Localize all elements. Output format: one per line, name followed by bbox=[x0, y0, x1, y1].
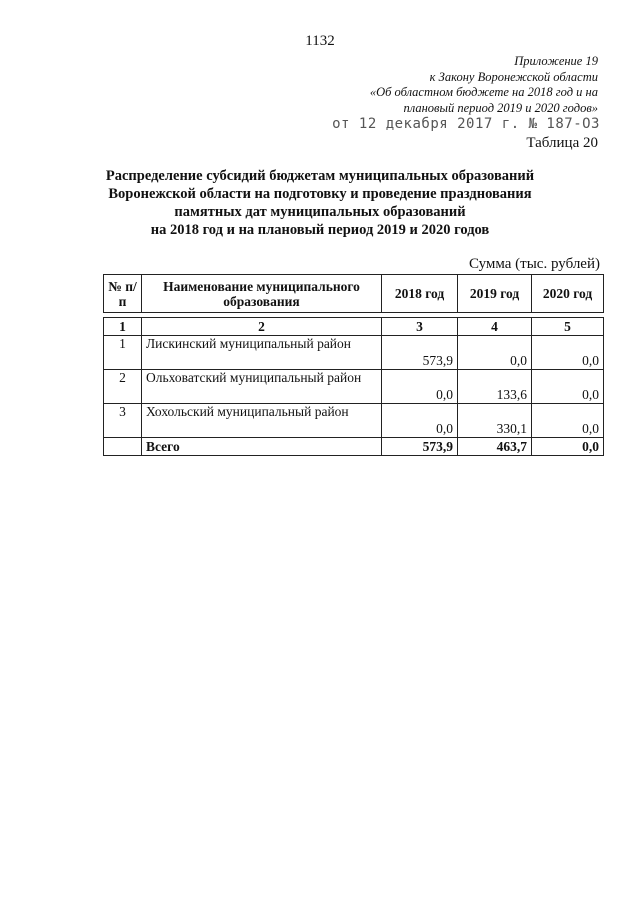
value-2020: 0,0 bbox=[532, 404, 604, 438]
total-2020: 0,0 bbox=[532, 438, 604, 456]
value-2019: 133,6 bbox=[458, 370, 532, 404]
appendix-line: плановый период 2019 и 2020 годов» bbox=[403, 100, 598, 115]
value-2018: 0,0 bbox=[382, 370, 458, 404]
header-2018: 2018 год bbox=[382, 275, 458, 313]
header-name: Наименование муниципального образования bbox=[142, 275, 382, 313]
municipality-name: Лискинский муниципальный район bbox=[142, 336, 382, 370]
total-2018: 573,9 bbox=[382, 438, 458, 456]
column-number: 2 bbox=[142, 318, 382, 336]
total-empty-cell bbox=[104, 438, 142, 456]
column-number-row bbox=[104, 318, 604, 336]
row-number: 3 bbox=[104, 404, 142, 438]
column-number: 5 bbox=[532, 318, 604, 336]
value-2018: 573,9 bbox=[382, 336, 458, 370]
appendix-line: к Закону Воронежской области bbox=[429, 69, 598, 84]
column-number: 4 bbox=[458, 318, 532, 336]
page-number: 1132 bbox=[305, 33, 335, 49]
row-number: 1 bbox=[104, 336, 142, 370]
total-label: Всего bbox=[142, 438, 382, 456]
value-2020: 0,0 bbox=[532, 336, 604, 370]
title-line: на 2018 год и на плановый период 2019 и 2020 годов bbox=[150, 222, 490, 238]
value-2018: 0,0 bbox=[382, 404, 458, 438]
table-header bbox=[103, 274, 604, 313]
appendix-note bbox=[370, 54, 598, 116]
law-date-stamp: от 12 декабря 2017 г. № 187-ОЗ bbox=[332, 116, 600, 132]
value-2019: 0,0 bbox=[458, 336, 532, 370]
table-row bbox=[104, 404, 604, 438]
municipality-name: Хохольский муниципальный район bbox=[142, 404, 382, 438]
total-2019: 463,7 bbox=[458, 438, 532, 456]
header-2020: 2020 год bbox=[532, 275, 604, 313]
column-number: 1 bbox=[104, 318, 142, 336]
column-number: 3 bbox=[382, 318, 458, 336]
data-table bbox=[103, 317, 604, 456]
total-row bbox=[104, 438, 604, 456]
header-num: № п/п bbox=[104, 275, 142, 313]
municipality-name: Ольховатский муниципальный район bbox=[142, 370, 382, 404]
title-line: памятных дат муниципальных образований bbox=[174, 204, 466, 220]
appendix-line: «Об областном бюджете на 2018 год и на bbox=[369, 85, 598, 99]
document-title bbox=[0, 167, 640, 239]
title-line: Распределение субсидий бюджетам муниципальных образований bbox=[105, 168, 535, 184]
title-line: Воронежской области на подготовку и проведение празднования bbox=[108, 186, 532, 202]
value-2019: 330,1 bbox=[458, 404, 532, 438]
header-2019: 2019 год bbox=[458, 275, 532, 313]
value-2020: 0,0 bbox=[532, 370, 604, 404]
table-row bbox=[104, 370, 604, 404]
table-label: Таблица 20 bbox=[526, 135, 598, 151]
table-row bbox=[104, 336, 604, 370]
row-number: 2 bbox=[104, 370, 142, 404]
units-label: Сумма (тыс. рублей) bbox=[468, 256, 600, 272]
appendix-line: Приложение 19 bbox=[514, 54, 598, 68]
